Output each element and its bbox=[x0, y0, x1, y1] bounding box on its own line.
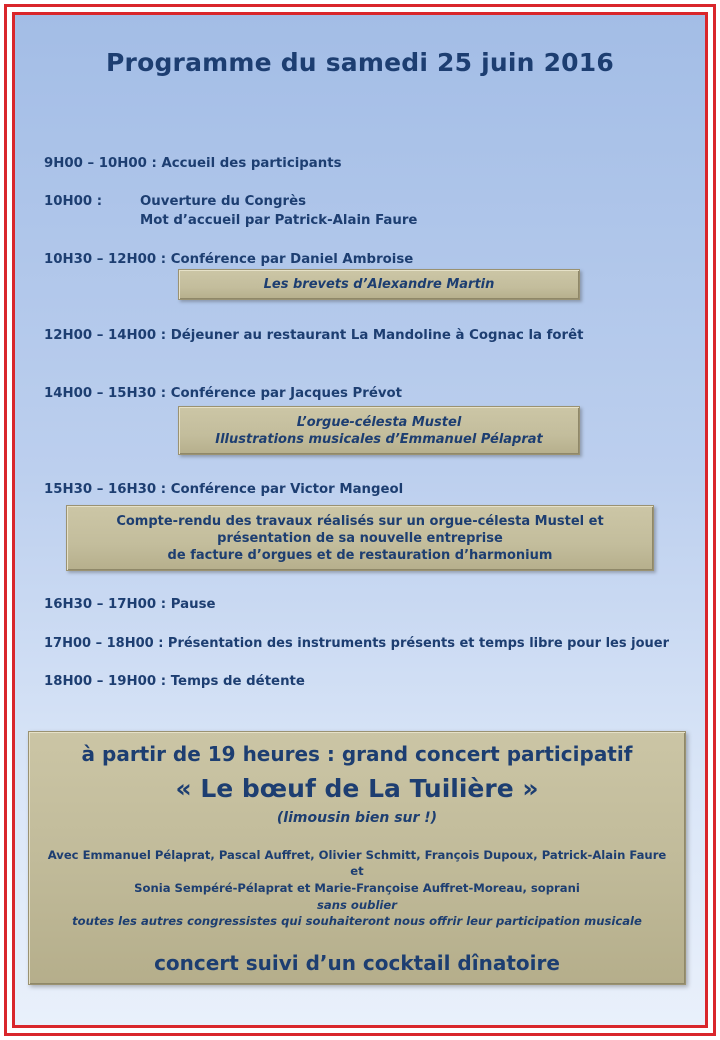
concert-sans-oublier: sans oublier bbox=[317, 898, 397, 912]
page-title: Programme du samedi 25 juin 2016 bbox=[106, 48, 614, 77]
conf2-topic-line1: L’orgue-célesta Mustel bbox=[296, 415, 462, 430]
schedule-conf1: 10H30 – 12H00 : Conférence par Daniel Ambroise bbox=[44, 252, 414, 267]
concert-performers-line2: Sonia Sempéré-Pélaprat et Marie-Françoise Auffret-Moreau, soprani bbox=[134, 881, 580, 895]
concert-headline: à partir de 19 heures : grand concert participatif bbox=[81, 742, 633, 766]
schedule-ouverture bbox=[44, 194, 664, 234]
conf1-topic-box bbox=[178, 269, 580, 300]
concert-name: « Le bœuf de La Tuilière » bbox=[175, 774, 539, 803]
concert-performers-et: et bbox=[350, 864, 364, 878]
schedule-accueil: 9H00 – 10H00 : Accueil des participants bbox=[44, 156, 342, 171]
concert-others: toutes les autres congressistes qui souhaiteront nous offrir leur participation musicale bbox=[72, 914, 642, 928]
conf2-topic-box bbox=[178, 406, 580, 455]
conf3-topic-line2: présentation de sa nouvelle entreprise bbox=[217, 531, 503, 546]
ouverture-line2: Mot d’accueil par Patrick-Alain Faure bbox=[140, 213, 418, 228]
conf3-topic-line3: de facture d’orgues et de restauration d’harmonium bbox=[167, 548, 553, 563]
concert-performers-line1: Avec Emmanuel Pélaprat, Pascal Auffret, Olivier Schmitt, François Dupoux, Patrick-Alain Faure bbox=[47, 848, 667, 862]
concert-cocktail: concert suivi d’un cocktail dînatoire bbox=[154, 951, 560, 975]
schedule-conf3: 15H30 – 16H30 : Conférence par Victor Mangeol bbox=[44, 482, 404, 497]
ouverture-time: 10H00 : bbox=[44, 194, 103, 209]
concert-box bbox=[28, 731, 686, 985]
ouverture-line1: Ouverture du Congrès bbox=[140, 194, 307, 209]
schedule-detente: 18H00 – 19H00 : Temps de détente bbox=[44, 674, 305, 689]
conf3-topic-box bbox=[66, 505, 654, 571]
conf3-topic-line1: Compte-rendu des travaux réalisés sur un orgue-célesta Mustel et bbox=[116, 514, 604, 529]
schedule-dejeuner: 12H00 – 14H00 : Déjeuner au restaurant La Mandoline à Cognac la forêt bbox=[44, 328, 584, 343]
concert-subtitle: (limousin bien sur !) bbox=[276, 810, 438, 826]
schedule-pause: 16H30 – 17H00 : Pause bbox=[44, 597, 216, 612]
conf2-topic-line2: Illustrations musicales d’Emmanuel Pélaprat bbox=[215, 432, 543, 447]
schedule-presentation: 17H00 – 18H00 : Présentation des instruments présents et temps libre pour les jouer bbox=[44, 636, 670, 651]
schedule-conf2: 14H00 – 15H30 : Conférence par Jacques Prévot bbox=[44, 386, 402, 401]
conf1-topic: Les brevets d’Alexandre Martin bbox=[263, 277, 495, 292]
